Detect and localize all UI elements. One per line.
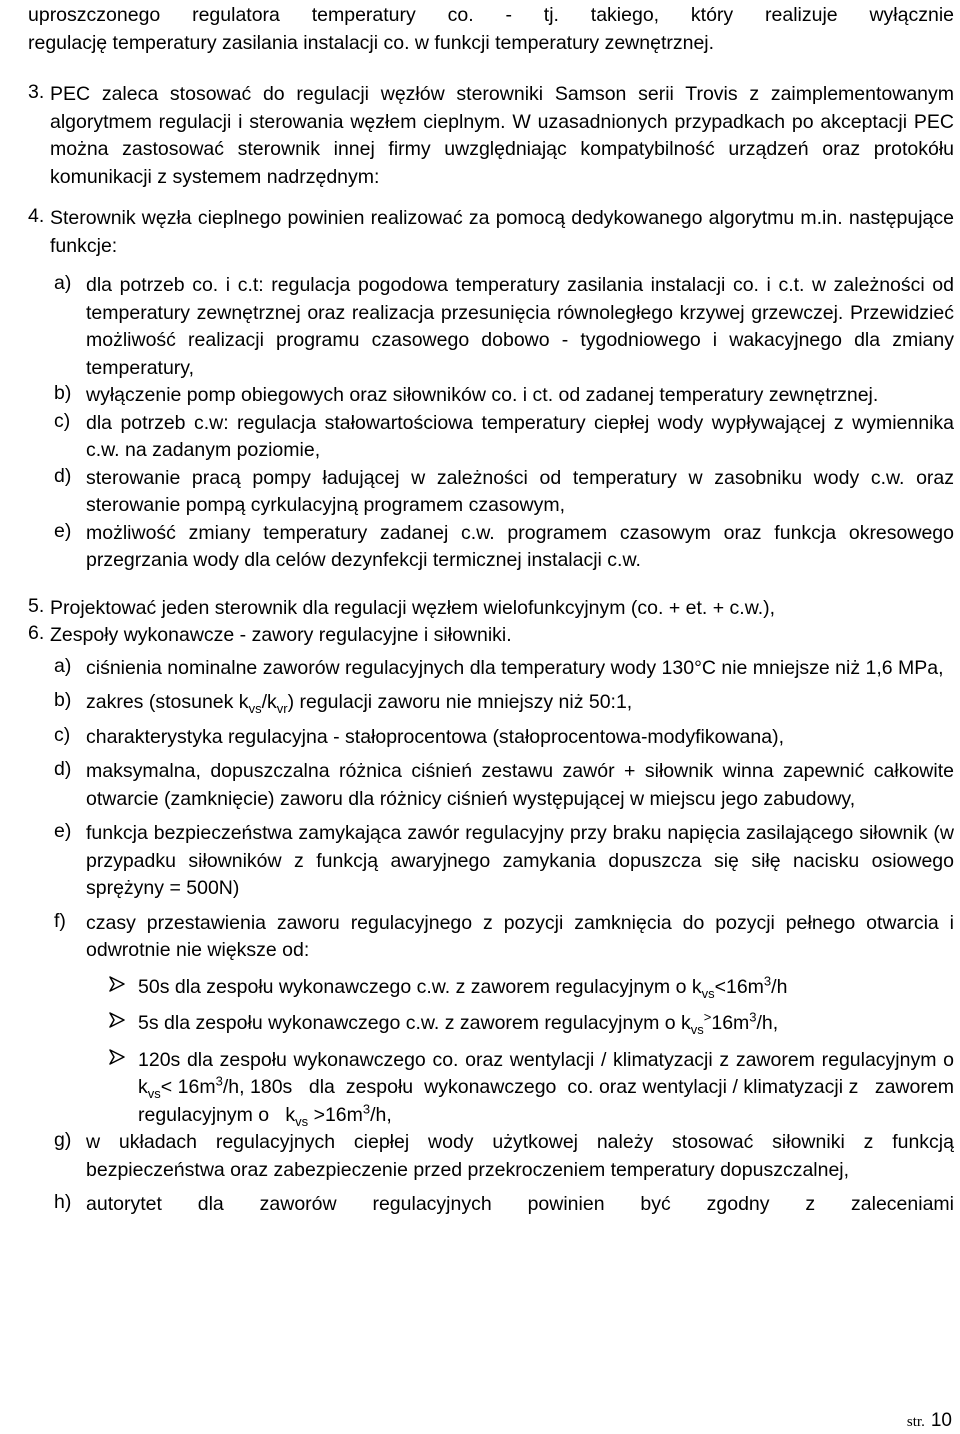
bullet-item: [108, 1010, 954, 1038]
list-item-label: f): [54, 909, 66, 932]
list-item-text: sterowanie pracą pompy ładującej w zależności od temperatury w zasobniku wody c.w. oraz sterowanie pompą cyrkulacyjną programem czasowym,: [86, 466, 954, 516]
document-page: [28, 0, 960, 1219]
page-footer: [907, 1410, 952, 1432]
list-item-text: funkcja bezpieczeństwa zamykająca zawór regulacyjny przy braku napięcia zasilającego siłownik (w przypadku siłowników z funkcją awaryjnego zamykania dopuszcza się siłę nacisku osiowego sprężyny = 500N): [86, 822, 954, 899]
list-item-text: dla potrzeb co. i c.t: regulacja pogodowa temperatury zasilania instalacji co. i c.t. w zależności od temperatury zewnętrznej oraz realizacja przesunięcia równoległego krzywej grzewczej. Przewidzieć możliwość realizacji programu czasowego dobowo - tygodniowego i wakacyjnego dla zmiany temperatury,: [86, 274, 954, 379]
section-6: [28, 622, 954, 650]
bullet-text: 5s dla zespołu wykonawczego c.w. z zaworem regulacyjnym o $k_{vs}^>16m^3/h$,: [138, 1009, 779, 1037]
list-item-text: ciśnienia nominalne zaworów regulacyjnych dla temperatury wody 130°C nie mniejsze niż 1,6 MPa,: [86, 656, 944, 679]
list-item-label: d): [54, 464, 72, 487]
list-item: [54, 1191, 954, 1219]
list-item-text: możliwość zmiany temperatury zadanej c.w. programem czasowym oraz funkcja okresowego przegrzania wody dla celów dezynfekcji termicznej instalacji c.w.: [86, 521, 954, 571]
list-item: [54, 272, 954, 382]
section-6-number: 6.: [28, 622, 45, 644]
list-item: [54, 655, 954, 683]
section-5-text: Projektować jeden sterownik dla regulacji węzłem wielofunkcyjnym (co. + et. + c.w.),: [50, 596, 776, 619]
list-item-text: maksymalna, dopuszczalna różnica ciśnień zestawu zawór + siłownik winna zapewnić całkowite otwarcie (zamknięcie) zaworu dla różnicy ciśnień występującej w miejscu jego zabudowy,: [86, 760, 954, 810]
list-item-label: h): [54, 1191, 72, 1213]
arrow-bullet-icon: [108, 1047, 138, 1130]
list-item: [54, 820, 954, 903]
list-item-text: charakterystyka regulacyjna - stałoprocentowa (stałoprocentowa-modyfikowana),: [86, 725, 784, 748]
list-item-label: d): [54, 758, 72, 780]
timing-bullet-list: [108, 973, 960, 1130]
section-3-text: PEC zaleca stosować do regulacji węzłów sterowniki Samson serii Trovis z zaimplementowanym algorytmem regulacji i sterowania węzłem cieplnym. W uzasadnionych przypadkach po akceptacji PEC można zastosować sterownik innej firmy uwzględniając kompatybilność urządzeń oraz protokółu komunikacji z systemem nadrzędnym:: [50, 83, 954, 188]
section-3: [28, 81, 954, 191]
list-item-label: g): [54, 1129, 72, 1151]
bullet-text: 50s dla zespołu wykonawczego c.w. z zaworem regulacyjnym o $k_{vs}<16m^3/h$: [138, 973, 788, 1001]
section-6-text: Zespoły wykonawcze - zawory regulacyjne i siłowniki.: [50, 624, 512, 646]
section-4-function-list: [54, 272, 954, 575]
arrow-bullet-icon: [108, 974, 138, 1002]
list-item: [54, 1129, 954, 1184]
list-item-label: c): [54, 409, 71, 432]
section-6-requirement-list: [54, 654, 960, 1219]
list-item-text: w układach regulacyjnych ciepłej wody użytkowej należy stosować siłowniki z funkcją bezpieczeństwa oraz zabezpieczenie przed przekroczeniem temperatury dopuszczalnej,: [86, 1131, 954, 1181]
list-item-text: dla potrzeb c.w: regulacja stałowartościowa temperatury ciepłej wody wypływającej z wymiennika c.w. na zadanym poziomie,: [86, 411, 954, 461]
intro-line-2: regulację temperatury zasilania instalacji co. w funkcji temperatury zewnętrznej.: [28, 31, 715, 54]
list-item: [54, 382, 954, 410]
list-item: [54, 758, 954, 813]
page-number: 10: [930, 1410, 952, 1431]
page-label: str.: [906, 1414, 925, 1430]
list-item-text: zakres (stosunek $k_{vs}/k_{vr}$) regulacji zaworu nie mniejszy niż 50:1,: [86, 691, 633, 716]
list-item: [54, 465, 954, 520]
list-item-label: a): [54, 654, 72, 677]
bullet-text: 120s dla zespołu wykonawczego co. oraz wentylacji / klimatyzacji z zaworem regulacyjnym o $k_{vs}< 16m^3/h$, 180s dla zespołu wykonawczego co. oraz wentylacji / klimatyzacji z zaworem regulacyjnym o $k_{vs} >16m^3/h$,: [138, 1048, 960, 1129]
bullet-item: [108, 1047, 960, 1130]
section-3-number: 3.: [28, 81, 45, 103]
list-item-label: e): [54, 519, 72, 542]
list-item: [54, 410, 954, 465]
arrow-bullet-icon: [108, 1010, 138, 1038]
list-item-label: a): [54, 272, 72, 294]
list-item-text: wyłączenie pomp obiegowych oraz siłowników co. i ct. od zadanej temperatury zewnętrznej.: [86, 384, 879, 406]
list-item: [54, 910, 954, 965]
list-item-label: c): [54, 723, 71, 746]
list-item-label: e): [54, 820, 72, 842]
list-item-text: czasy przestawienia zaworu regulacyjnego z pozycji zamknięcia do pozycji pełnego otwarcia i odwrotnie nie większe od:: [86, 911, 954, 961]
section-4: [28, 205, 954, 260]
list-item: [54, 520, 954, 575]
list-item-label: b): [54, 382, 72, 404]
list-item: [54, 724, 954, 752]
section-5: [28, 595, 954, 623]
intro-line-1: uproszczonego regulatora temperatury co. - tj. takiego, który realizuje wyłącznie: [28, 4, 954, 26]
bullet-item: [108, 974, 954, 1002]
intro-paragraph: [28, 2, 954, 57]
list-item-text: autorytet dla zaworów regulacyjnych powinien być zgodny z zaleceniami: [86, 1193, 954, 1215]
list-item: [54, 689, 954, 717]
section-4-number: 4.: [28, 205, 45, 227]
list-item-label: b): [54, 689, 72, 711]
section-4-text: Sterownik węzła cieplnego powinien realizować za pomocą dedykowanego algorytmu m.in. następujące funkcje:: [50, 207, 954, 257]
section-5-number: 5.: [28, 594, 45, 617]
